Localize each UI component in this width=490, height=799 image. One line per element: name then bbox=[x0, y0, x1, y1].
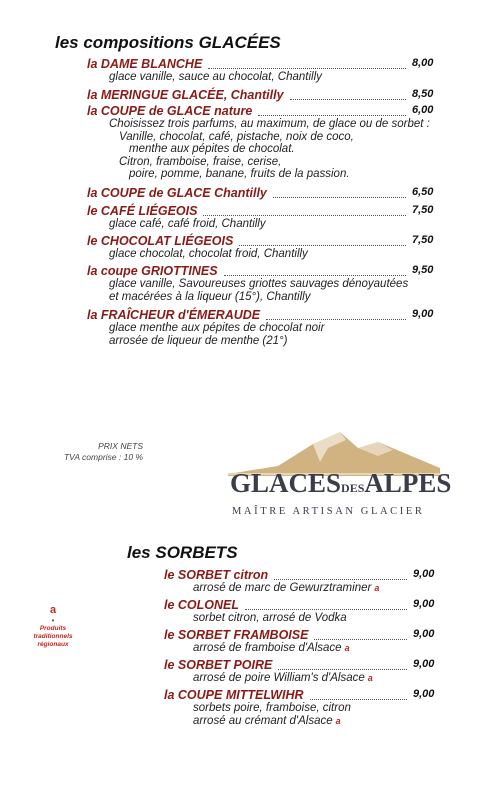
glaces-item-description-text: glace vanille, Savoureuses griottes sauvages dénoyautées bbox=[109, 278, 409, 290]
sorbets-item-description-text: arrosé au crémant d'Alsace bbox=[193, 714, 333, 727]
sorbets-item-description-text: arrosé de poire William's d'Alsace bbox=[193, 672, 365, 684]
glaces-item-leader bbox=[258, 115, 406, 116]
glaces-section-title: les compositions GLACÉES bbox=[55, 33, 281, 52]
logo-word-des: DES bbox=[341, 481, 365, 495]
glaces-item-price: 7,50 bbox=[412, 204, 434, 216]
logo-word-glaces: GLACES bbox=[230, 468, 342, 498]
sorbets-item-price: 9,00 bbox=[413, 628, 435, 640]
glaces-item-leader bbox=[239, 245, 406, 246]
glaces-item-description-text: menthe aux pépites de chocolat. bbox=[129, 143, 295, 155]
sorbets-item-description-text: arrosé de marc de Gewurztraminer bbox=[193, 582, 372, 594]
glaces-item-description bbox=[119, 156, 281, 169]
tva-label: TVA comprise : 10 % bbox=[63, 452, 143, 462]
sorbets-item-leader bbox=[310, 699, 407, 700]
regional-product-icon: a bbox=[335, 715, 341, 726]
glaces-item-description bbox=[129, 168, 350, 181]
glaces-item-description-text: Citron, framboise, fraise, cerise, bbox=[119, 155, 282, 168]
glaces-item-name: la FRAÎCHEUR d'ÉMERAUDE bbox=[87, 308, 261, 322]
sorbets-item-price: 9,00 bbox=[413, 658, 435, 670]
sorbets-item-name: le SORBET citron bbox=[164, 568, 269, 582]
sorbets-item-leader bbox=[245, 609, 407, 610]
glaces-item-leader bbox=[224, 275, 406, 276]
glaces-item-description-text: et macérées à la liqueur (15°), Chantilly bbox=[109, 290, 311, 303]
glaces-item-price: 9,00 bbox=[412, 308, 434, 320]
sorbets-item-description bbox=[193, 642, 350, 655]
glaces-item-name: le CHOCOLAT LIÉGEOIS bbox=[87, 234, 234, 248]
glaces-item-leader bbox=[208, 68, 406, 69]
glaces-item-description-text: Choisissez trois parfums, au maximum, de glace ou de sorbet : bbox=[109, 118, 430, 130]
glaces-item bbox=[87, 88, 442, 104]
regional-product-icon: a bbox=[367, 673, 373, 683]
sorbets-item-name: le COLONEL bbox=[164, 598, 240, 612]
glaces-item-description-text: glace menthe aux pépites de chocolat noir bbox=[109, 322, 325, 334]
prix-nets-note bbox=[40, 441, 143, 463]
sorbets-item-description-text: sorbets poire, framboise, citron bbox=[193, 702, 351, 714]
glaces-item-price: 9,50 bbox=[412, 264, 434, 276]
sorbets-item-description bbox=[193, 715, 341, 728]
legend-line-3: régionaux bbox=[37, 641, 69, 648]
sorbets-item-name: le SORBET POIRE bbox=[164, 658, 273, 672]
glaces-item-price: 8,00 bbox=[412, 57, 434, 69]
glaces-item-name: la DAME BLANCHE bbox=[87, 57, 203, 71]
glaces-item-description-text: poire, pomme, banane, fruits de la passion. bbox=[129, 168, 350, 180]
sorbets-item-name: le SORBET FRAMBOISE bbox=[164, 628, 309, 642]
glaces-item-description-text: glace vanille, sauce au chocolat, Chantilly bbox=[109, 71, 322, 83]
glaces-item-description-text: glace chocolat, chocolat froid, Chantilly bbox=[109, 248, 308, 260]
glaces-item-leader bbox=[273, 197, 406, 198]
sorbets-item-leader bbox=[278, 669, 407, 670]
glaces-item-price: 6,00 bbox=[412, 104, 434, 116]
glaces-item-leader bbox=[290, 99, 406, 100]
regional-product-icon: a bbox=[374, 583, 380, 593]
sorbets-item-description bbox=[193, 612, 347, 625]
sorbets-item-price: 9,00 bbox=[413, 598, 435, 610]
sorbets-item-leader bbox=[274, 579, 407, 580]
logo-wordmark bbox=[230, 468, 451, 499]
legend-dot: • bbox=[51, 616, 55, 625]
sorbets-item-description-text: arrosé de framboise d'Alsace bbox=[193, 642, 342, 654]
sorbets-item-description-text: sorbet citron, arrosé de Vodka bbox=[193, 612, 347, 624]
regional-product-icon: a bbox=[344, 643, 350, 653]
regional-legend bbox=[24, 604, 82, 649]
legend-line-1: Produits bbox=[39, 625, 67, 632]
glaces-item-description bbox=[109, 291, 310, 304]
glaces-item-description bbox=[109, 248, 308, 261]
sorbets-item-name: la COUPE MITTELWIHR bbox=[164, 688, 304, 702]
glaces-item-description bbox=[109, 218, 266, 231]
glaces-item-name: la COUPE de GLACE nature bbox=[87, 104, 253, 118]
glaces-item-leader bbox=[203, 215, 406, 216]
sorbets-item-price: 9,00 bbox=[413, 688, 435, 700]
glaces-item-price: 6,50 bbox=[412, 186, 434, 198]
glaces-item bbox=[87, 186, 442, 202]
glaces-item-description bbox=[129, 143, 295, 156]
glaces-item-name: la MERINGUE GLACÉE, Chantilly bbox=[87, 88, 284, 102]
glaces-item-name: la coupe GRIOTTINES bbox=[87, 264, 218, 278]
sorbets-item-description bbox=[193, 672, 373, 685]
sorbets-section-title: les SORBETS bbox=[127, 543, 238, 562]
glaces-item-description bbox=[109, 322, 324, 335]
glaces-item-description bbox=[119, 131, 354, 144]
sorbets-item-description bbox=[193, 582, 379, 595]
logo-word-alpes: ALPES bbox=[364, 468, 452, 498]
sorbets-item-leader bbox=[314, 639, 407, 640]
glaces-item-price: 8,50 bbox=[412, 88, 434, 100]
glaces-item-description bbox=[109, 278, 408, 291]
glaces-item-description bbox=[109, 335, 287, 348]
glaces-item-price: 7,50 bbox=[412, 234, 434, 246]
sorbets-item-description bbox=[193, 702, 351, 715]
glaces-des-alpes-logo bbox=[228, 426, 452, 520]
glaces-item-description-text: glace café, café froid, Chantilly bbox=[109, 218, 266, 230]
logo-tagline: MAÎTRE ARTISAN GLACIER bbox=[232, 506, 425, 517]
sorbets-item bbox=[164, 688, 443, 704]
glaces-item-description bbox=[109, 118, 430, 131]
regional-mark-icon: a bbox=[49, 604, 57, 616]
sorbets-item-price: 9,00 bbox=[413, 568, 435, 580]
prix-nets-label: PRIX NETS bbox=[98, 441, 143, 451]
legend-line-2: traditionnels bbox=[33, 633, 73, 640]
glaces-item-description-text: Vanille, chocolat, café, pistache, noix de coco, bbox=[119, 130, 354, 143]
glaces-item-name: la COUPE de GLACE Chantilly bbox=[87, 186, 267, 200]
glaces-item-leader bbox=[266, 319, 406, 320]
sorbets-item bbox=[164, 628, 443, 644]
glaces-item-name: le CAFÉ LIÉGEOIS bbox=[87, 204, 198, 218]
glaces-item-description bbox=[109, 71, 322, 84]
glaces-item-description-text: arrosée de liqueur de menthe (21°) bbox=[109, 334, 288, 347]
